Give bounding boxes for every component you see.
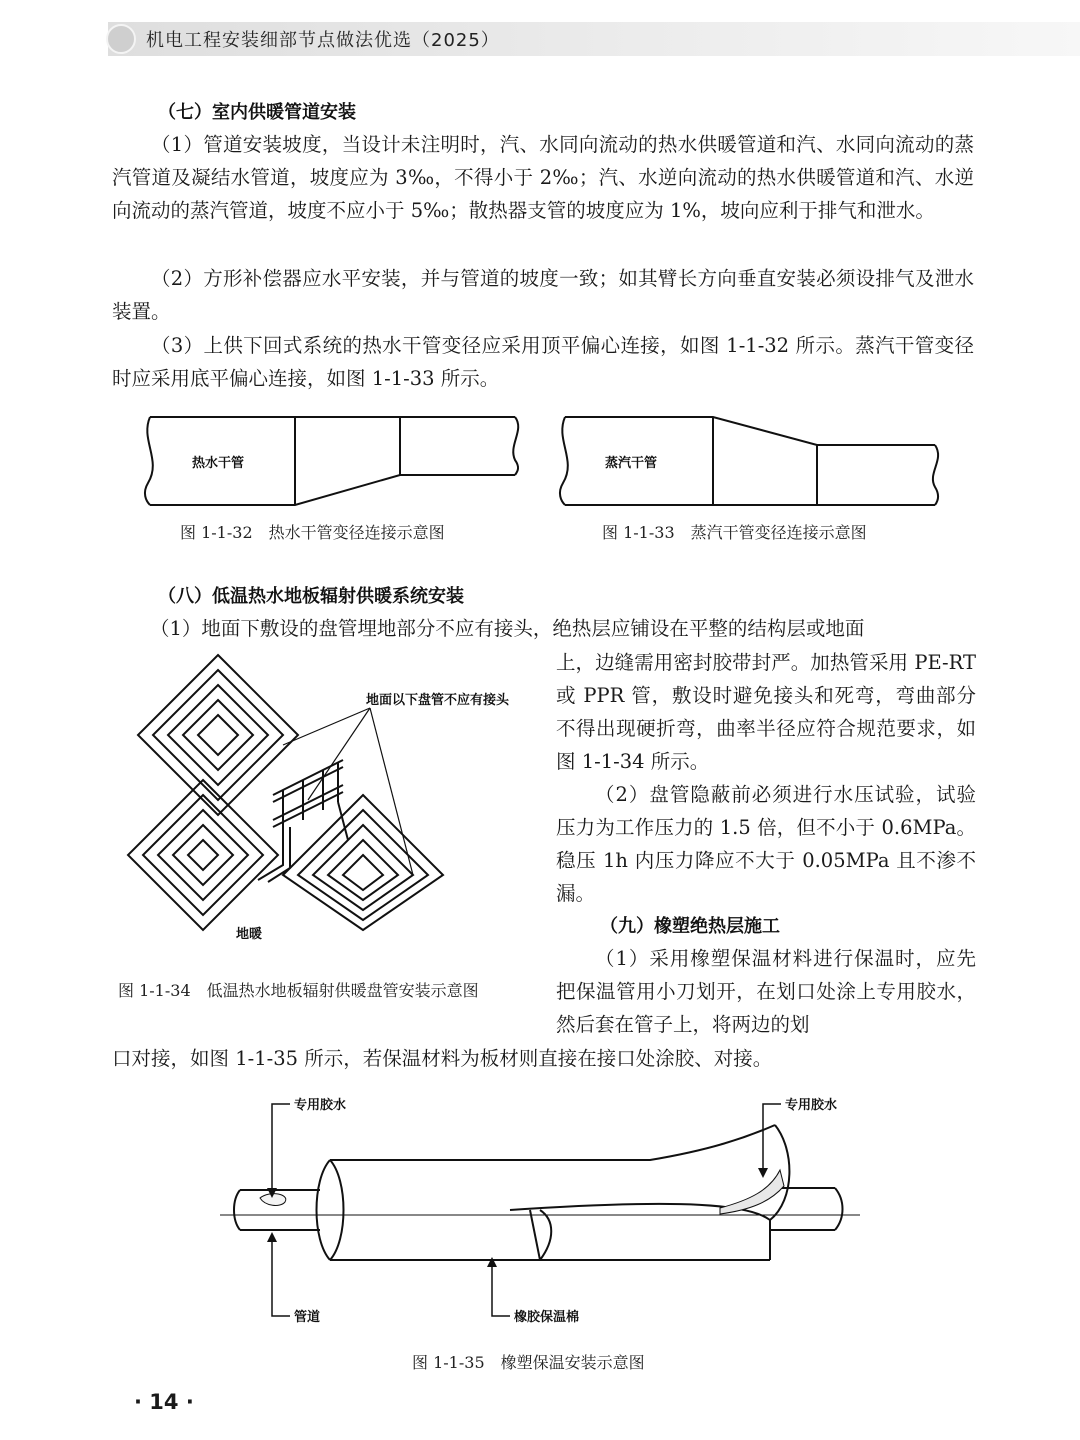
fig33-pipe-label: 蒸汽干管 <box>605 456 658 471</box>
fig35-glue-left-label: 专用胶水 <box>294 1098 347 1113</box>
fig35-pipe-label: 管道 <box>294 1310 321 1325</box>
fig34-note: 地面以下盘管不应有接头 <box>366 693 510 708</box>
section8-paragraph-1-continued: 上，边缝需用密封胶带封严。加热管采用 PE-RT 或 PPR 管，敷设时避免接头和死弯，弯曲部分不得出现硬折弯，曲率半径应符合规范要求，如图 1-1-34 所示。 <box>556 651 976 773</box>
figure-1-1-34 <box>108 650 548 950</box>
section7-paragraph-3: （3）上供下回式系统的热水干管变径应采用顶平偏心连接，如图 1-1-32 所示。蒸汽干管变径时应采用底平偏心连接，如图 1-1-33 所示。 <box>112 334 974 390</box>
section8-paragraph-2: （2）盘管隐蔽前必须进行水压试验，试验压力为工作压力的 1.5 倍，但不小于 0.6MPa。稳压 1h 内压力降应不大于 0.05MPa 且不渗不漏。 <box>556 783 976 905</box>
section8-paragraph-1-line1: （1）地面下敷设的盘管埋地部分不应有接头，绝热层应铺设在平整的结构层或地面 <box>150 617 865 640</box>
fig34-caption: 图 1-1-34 低温热水地板辐射供暖盘管安装示意图 <box>118 981 479 1000</box>
fig34-label: 地暖 <box>236 927 263 942</box>
section8-heading: （八）低温热水地板辐射供暖系统安装 <box>158 586 464 607</box>
section7-paragraph-1: （1）管道安装坡度，当设计未注明时，汽、水同向流动的热水供暖管道和汽、水同向流动的蒸汽管道及凝结水管道，坡度应为 3‰，不得小于 2‰；汽、水逆向流动的热水供暖管道和汽、水逆向流动的蒸汽管道，坡度不应小于 5‰；散热器支管的坡度应为 1%，坡向应利于排气和泄水。 <box>112 133 974 222</box>
book-logo-icon <box>106 24 136 54</box>
fig32-pipe-label: 热水干管 <box>192 456 245 471</box>
coil-right <box>283 795 443 930</box>
section7-paragraph-2: （2）方形补偿器应水平安装，并与管道的坡度一致；如其臂长方向垂直安装必须设排气及泄水装置。 <box>112 267 974 323</box>
fig35-caption: 图 1-1-35 橡塑保温安装示意图 <box>412 1353 645 1372</box>
running-header-title: 机电工程安装细部节点做法优选（2025） <box>146 30 500 51</box>
fig32-caption: 图 1-1-32 热水干管变径连接示意图 <box>180 523 445 542</box>
glue-layer <box>720 1170 784 1214</box>
figure-1-1-32 <box>140 405 530 520</box>
page-number: · 14 · <box>134 1390 194 1414</box>
coil-left <box>128 780 278 930</box>
figure-1-1-35 <box>210 1090 870 1330</box>
fig35-insulation-label: 橡胶保温棉 <box>514 1310 580 1325</box>
fig35-glue-right-label: 专用胶水 <box>785 1098 838 1113</box>
figure-1-1-33 <box>555 405 950 520</box>
insulation-tube <box>330 1125 775 1260</box>
manifold <box>258 760 348 882</box>
section9-paragraph-1: （1）采用橡塑保温材料进行保温时，应先把保温管用小刀划开，在划口处涂上专用胶水，然后套在管子上，将两边的划 <box>556 947 976 1036</box>
section9-paragraph-1-last-line: 口对接，如图 1-1-35 所示，若保温材料为板材则直接在接口处涂胶、对接。 <box>112 1047 773 1070</box>
section9-heading: （九）橡塑绝热层施工 <box>600 916 780 937</box>
coil-top <box>138 655 298 815</box>
fig33-caption: 图 1-1-33 蒸汽干管变径连接示意图 <box>602 523 867 542</box>
section7-heading: （七）室内供暖管道安装 <box>158 102 356 123</box>
